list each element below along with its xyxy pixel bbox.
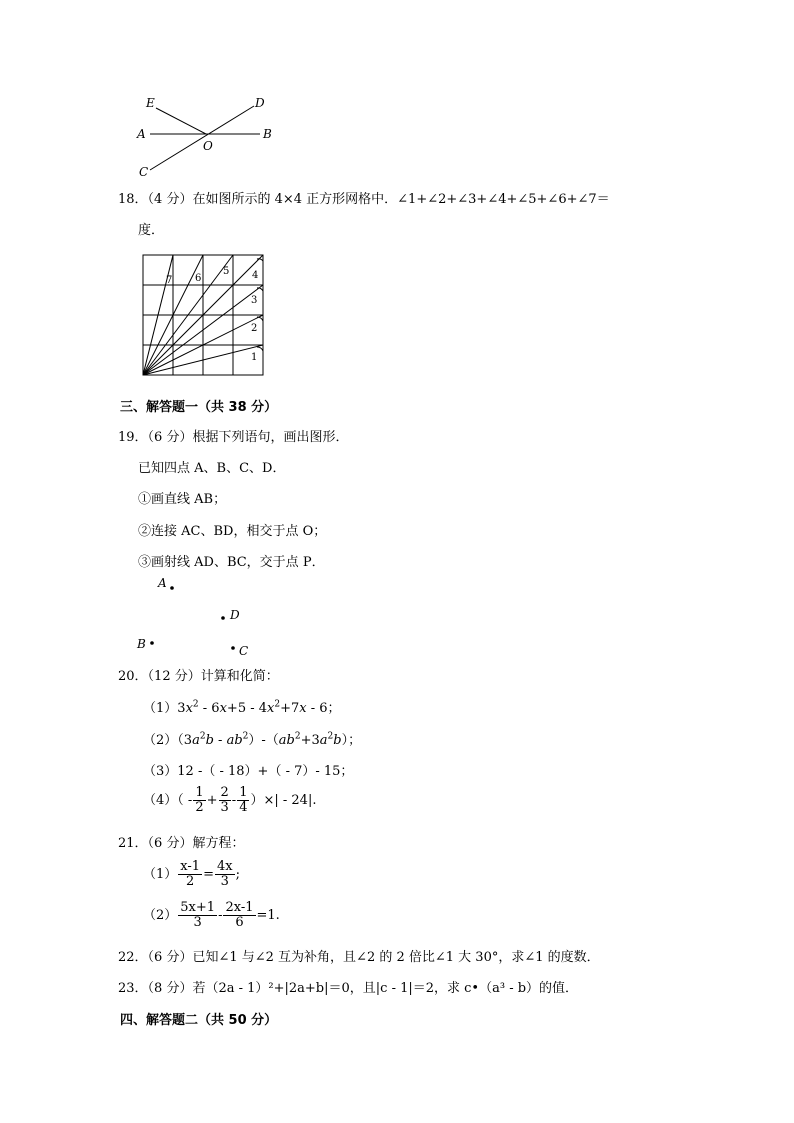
q19-item-2: ②连接 AC、BD，相交于点 O；: [138, 524, 327, 539]
point-a-label: A: [158, 576, 167, 590]
q18-tail: 度．: [138, 223, 165, 238]
question-22: [118, 946, 600, 965]
q18-number: 18．: [118, 192, 148, 207]
label-a: A: [137, 127, 146, 141]
point-d-label: D: [230, 608, 240, 622]
section-3-heading: 三、解答题一（共 38 分）: [120, 400, 278, 415]
point-c-label: C: [239, 644, 249, 658]
q20-number: 20．: [118, 669, 148, 684]
q23-number: 23．: [118, 981, 148, 996]
q19-given: 已知四点 A、B、C、D．: [138, 461, 286, 476]
question-21: [118, 832, 244, 851]
question-19: [118, 426, 348, 445]
q20-part-1: $(1)3x^2 - 6x+5 - 4x^2+7x - 6$；: [143, 699, 341, 716]
line-cd: [150, 106, 254, 170]
q21-part-1: （1） $\frac{x-1}{2}$ = $\frac{4x}{3}$ ;: [143, 859, 240, 889]
label-e: E: [146, 96, 155, 110]
question-20: [118, 665, 279, 684]
label-b: B: [263, 127, 272, 141]
q20-part-4: （4）（ - $\frac{1}{2}$ + $\frac{2}{3}$ - $\frac{1}{4}$ ）×| - 24|.: [143, 785, 317, 815]
point-a: [170, 586, 174, 590]
label-c: C: [139, 165, 149, 179]
grid-label-4: 4: [252, 270, 259, 281]
q20-part-3: （3）12 -（ - 18）+（ - 7）- 15；: [143, 764, 354, 779]
question-23: [118, 977, 578, 996]
q19-score: （6 分）: [147, 430, 193, 445]
q19-item-1: ①画直线 AB；: [138, 492, 227, 507]
q19-text: 根据下列语句，画出图形．: [192, 430, 349, 445]
point-c: [231, 646, 235, 650]
section-4-heading: 四、解答题二（共 50 分）: [120, 1013, 278, 1028]
q23-text: 若（2a - 1）²+|2a+b|＝0，且|c - 1|＝2，求 c•（a³ - b）的值．: [192, 981, 579, 996]
point-d: [221, 616, 225, 620]
points-figure: [134, 574, 252, 660]
q23-score: （8 分）: [147, 981, 193, 996]
q21-part-2: （2） $\frac{5x+1}{3}$ - $\frac{2x-1}{6}$ =1.: [143, 900, 280, 930]
q22-number: 22．: [118, 950, 148, 965]
q20-score: （12 分）: [147, 669, 201, 684]
q20-text: 计算和化简：: [200, 669, 279, 684]
q20-part-2: $(2)(3a^2b - ab^2)-(ab^2+3a^2b)$；: [143, 731, 362, 748]
label-d: D: [255, 96, 265, 110]
q22-text: 已知∠1 与∠2 互为补角，且∠2 的 2 倍比∠1 大 30°，求∠1 的度数．: [192, 950, 600, 965]
point-b-label: B: [137, 637, 146, 651]
q22-score: （6 分）: [147, 950, 193, 965]
grid-label-1: 1: [251, 352, 258, 363]
grid-label-7: 7: [166, 275, 173, 286]
q18-text: 在如图所示的 4×4 正方形网格中．∠1+∠2+∠3+∠4+∠5+∠6+∠7＝: [192, 192, 610, 207]
grid-label-2: 2: [251, 323, 258, 334]
angle-figure: [132, 92, 282, 180]
grid-label-5: 5: [223, 266, 230, 277]
grid-figure: [141, 253, 265, 377]
q19-item-3: ③画射线 AD、BC，交于点 P．: [138, 555, 325, 570]
label-o: O: [203, 139, 213, 153]
question-18: [118, 188, 610, 207]
q19-number: 19．: [118, 430, 148, 445]
q21-score: （6 分）: [147, 836, 193, 851]
q21-number: 21．: [118, 836, 148, 851]
point-b: [150, 641, 154, 645]
grid-label-3: 3: [251, 295, 258, 306]
q18-score: （4 分）: [147, 192, 193, 207]
grid-label-6: 6: [195, 273, 202, 284]
line-eo: [156, 108, 206, 134]
q21-text: 解方程：: [192, 836, 245, 851]
